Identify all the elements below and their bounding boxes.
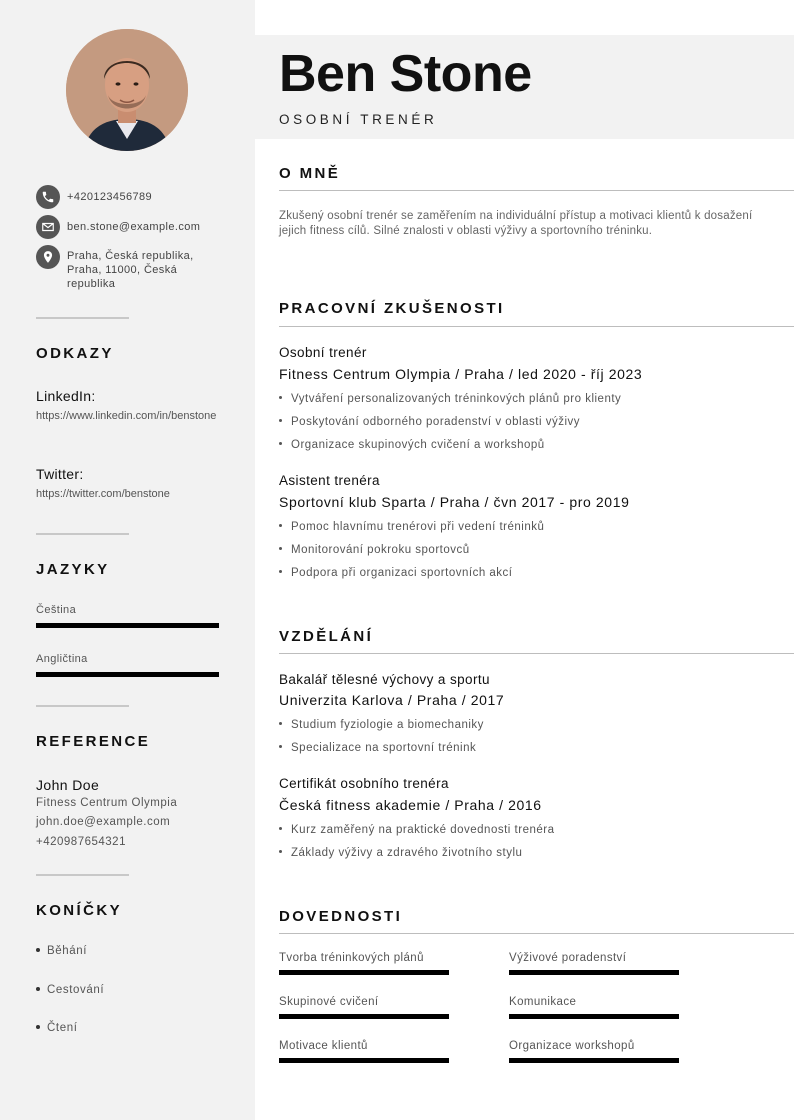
job-bullet: Pomoc hlavnímu trenérovi při vedení tréninků (279, 521, 544, 533)
skill-level-bar (279, 1058, 449, 1063)
skill-name: Komunikace (509, 996, 577, 1008)
links-heading: ODKAZY (36, 345, 114, 362)
education-title: Bakalář tělesné výchovy a sportu (279, 672, 490, 687)
address-text: Praha, Česká republika, Praha, 11000, Česká republika (67, 250, 194, 290)
reference-company: Fitness Centrum Olympia (36, 797, 178, 809)
contact-email (36, 215, 217, 239)
location-pin-icon (36, 245, 60, 269)
sidebar-divider (36, 317, 129, 319)
profile-photo (66, 29, 188, 151)
reference-name: John Doe (36, 777, 100, 793)
job-title: Asistent trenéra (279, 473, 380, 488)
contact-address (36, 245, 207, 291)
phone-icon (36, 185, 60, 209)
skill-name: Motivace klientů (279, 1040, 368, 1052)
job-bullet: Monitorování pokroku sportovců (279, 544, 470, 556)
job-org: Fitness Centrum Olympia / Praha / led 2020 - říj 2023 (279, 366, 643, 382)
reference-email: john.doe@example.com (36, 816, 171, 828)
language-level-bar (36, 672, 219, 677)
skill-level-bar (509, 970, 679, 975)
sidebar-divider (36, 533, 129, 535)
education-org: Česká fitness akademie / Praha / 2016 (279, 797, 542, 813)
hobbies-heading: KONÍČKY (36, 902, 122, 919)
section-rule (279, 933, 794, 934)
language-level-bar (36, 623, 219, 628)
reference-phone: +420987654321 (36, 836, 126, 848)
phone-text: +420123456789 (67, 191, 153, 203)
skill-name: Výživové poradenství (509, 952, 627, 964)
skill-level-bar (509, 1058, 679, 1063)
education-bullet: Základy výživy a zdravého životního stylu (279, 847, 522, 859)
job-title-header: OSOBNÍ TRENÉR (279, 112, 438, 127)
skill-level-bar (509, 1014, 679, 1019)
mail-icon (36, 215, 60, 239)
education-bullet: Kurz zaměřený na praktické dovednosti trenéra (279, 824, 554, 836)
contact-phone (36, 185, 217, 209)
main-content (255, 0, 794, 1120)
section-rule (279, 653, 794, 654)
linkedin-label: LinkedIn: (36, 388, 96, 404)
education-bullet: Specializace na sportovní trénink (279, 742, 476, 754)
section-rule (279, 326, 794, 327)
sidebar-divider (36, 874, 129, 876)
job-bullet: Podpora při organizaci sportovních akcí (279, 567, 513, 579)
about-heading: O MNĚ (279, 165, 341, 182)
skill-level-bar (279, 1014, 449, 1019)
skill-name: Tvorba tréninkových plánů (279, 952, 424, 964)
education-org: Univerzita Karlova / Praha / 2017 (279, 692, 505, 708)
sidebar-divider (36, 705, 129, 707)
linkedin-link[interactable]: https://www.linkedin.com/in/benstone (36, 410, 217, 422)
twitter-link[interactable]: https://twitter.com/benstone (36, 488, 170, 500)
job-bullet: Vytváření personalizovaných tréninkových plánů pro klienty (279, 393, 621, 405)
education-heading: VZDĚLÁNÍ (279, 628, 374, 645)
experience-heading: PRACOVNÍ ZKUŠENOSTI (279, 300, 505, 317)
reference-heading: REFERENCE (36, 733, 151, 750)
job-bullet: Organizace skupinových cvičení a workshopů (279, 439, 545, 451)
hobby-item: Běhání (36, 945, 87, 957)
job-org: Sportovní klub Sparta / Praha / čvn 2017 - pro 2019 (279, 494, 630, 510)
education-bullet: Studium fyziologie a biomechaniky (279, 719, 484, 731)
skill-level-bar (279, 970, 449, 975)
job-bullet: Poskytování odborného poradenství v oblasti výživy (279, 416, 580, 428)
skill-name: Organizace workshopů (509, 1040, 635, 1052)
hobby-item: Čtení (36, 1022, 78, 1034)
section-rule (279, 190, 794, 191)
languages-heading: JAZYKY (36, 561, 110, 578)
skills-heading: DOVEDNOSTI (279, 908, 403, 925)
person-name: Ben Stone (279, 45, 532, 103)
email-text: ben.stone@example.com (67, 221, 201, 233)
language-name: Čeština (36, 604, 77, 616)
language-name: Angličtina (36, 653, 88, 665)
about-text: Zkušený osobní trenér se zaměřením na individuální přístup a motivaci klientů k dosažení jejich fitness cílů. Silné znalosti v oblasti výživy a sportovního tréninku. (279, 210, 753, 237)
sidebar (0, 0, 255, 1120)
twitter-label: Twitter: (36, 466, 84, 482)
education-title: Certifikát osobního trenéra (279, 776, 449, 791)
skill-name: Skupinové cvičení (279, 996, 379, 1008)
hobby-item: Cestování (36, 984, 104, 996)
job-title: Osobní trenér (279, 345, 367, 360)
